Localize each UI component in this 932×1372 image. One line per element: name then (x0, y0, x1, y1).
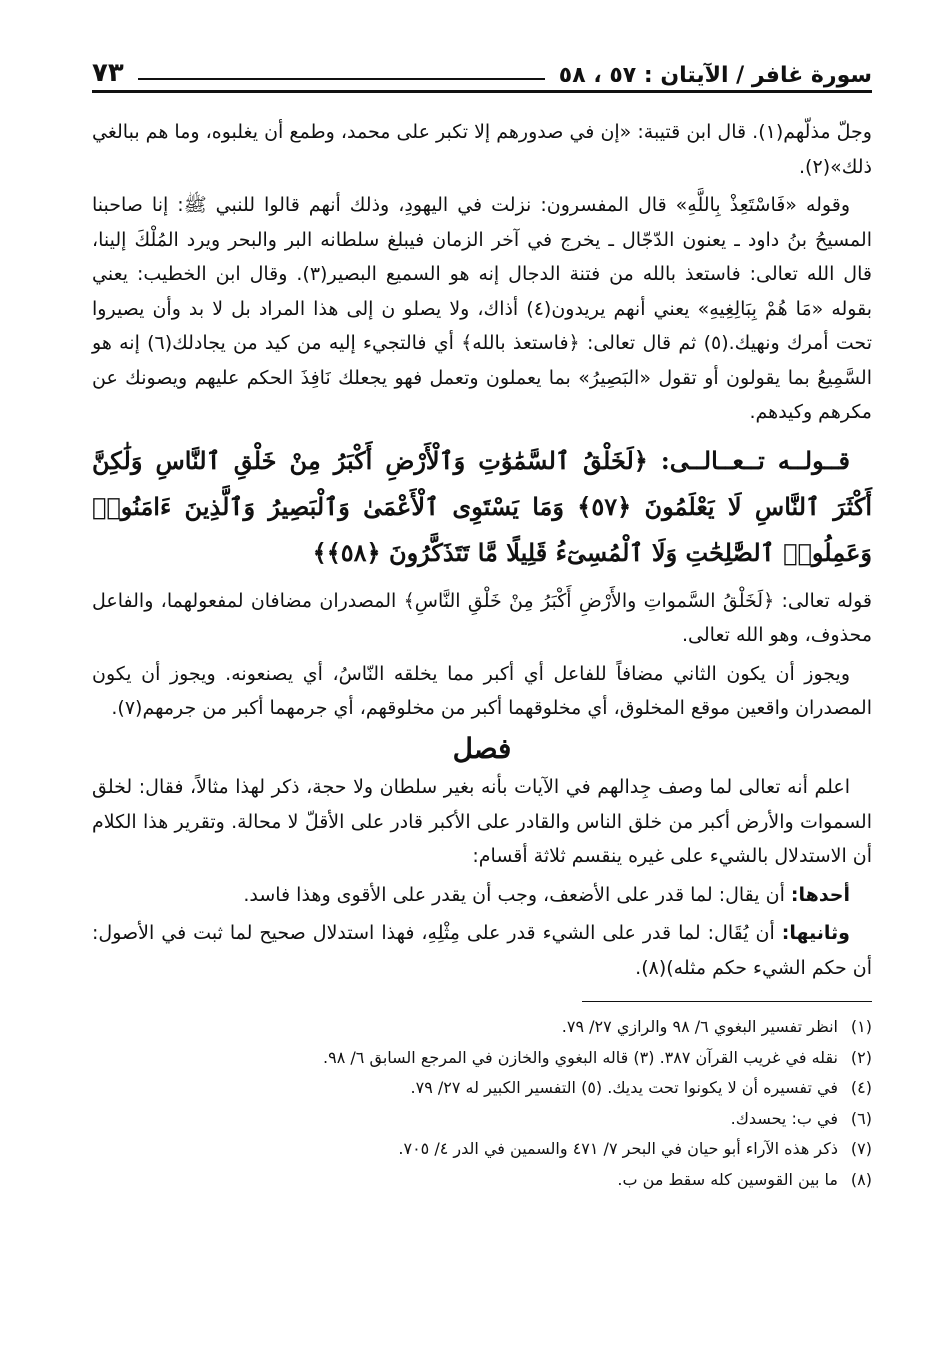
running-title: سورة غافر / الآيتان : ٥٧ ، ٥٨ (558, 63, 872, 88)
section-title: فصل (452, 731, 512, 765)
item-text: أن يُقَال: لما قدر على الشيء قدر على مِثْلِهِ، فهذا استدلال صحيح لما ثبت في الأصول: أن حكم الشيء حكم مثله)(٨). (92, 922, 872, 979)
footnote-text: في ب: يحسدك. (730, 1108, 838, 1128)
list-item (92, 878, 872, 913)
item-label: وثانيها: (781, 922, 850, 944)
page (92, 44, 872, 1195)
footnote-number: (٦) (850, 1108, 872, 1128)
footnote-number: (٧) (850, 1139, 872, 1158)
header-line (138, 78, 545, 80)
quran-verse: قــولــه تــعــالــى: ﴿لَخَلْقُ ٱلسَّمَٰوَٰتِ وَٱلْأَرْضِ أَكْبَرُ مِنْ خَلْقِ ٱلنَّاسِ وَلَٰكِنَّ أَكْثَرَ ٱلنَّاسِ لَا يَعْلَمُونَ ﴿٥٧﴾ وَمَا يَسْتَوِى ٱلْأَعْمَىٰ وَٱلْبَصِيرُ وَٱلَّذِينَ ءَامَنُوا۟ وَعَمِلُوا۟ ٱلصَّٰلِحَٰتِ وَلَا ٱلْمُسِىٓءُ قَلِيلًا مَّا تَتَذَكَّرُونَ ﴿٥٨﴾﴾ (92, 445, 872, 567)
footnote-number: (١) (850, 1017, 872, 1036)
footnote (92, 1165, 872, 1196)
footnotes (92, 1012, 872, 1195)
footnote-text: ذكر هذه الآراء أبو حيان في البحر ٧/ ٤٧١ والسمين في الدر ٤/ ٧٠٥. (398, 1139, 838, 1158)
footnote-separator (582, 1001, 872, 1002)
footnote (92, 1012, 872, 1043)
footnote (92, 1073, 872, 1104)
footnote-text: نقله في غريب القرآن ٣٨٧. (٣) قاله البغوي والخازن في المرجع السابق ٦/ ٩٨. (323, 1047, 838, 1067)
paragraph: اعلم أنه تعالى لما وصف جِدالهم في الآيات بأنه بغير سلطان ولا حجة، ذكر لهذا مثالاً، فقال: لخلق السموات والأرض أكبر من خلق الناس والقادر على الأكبر قادر على الأقلّ لا محالة. وتقرير هذا الكلام أن الاستدلال بالشيء على غيره ينقسم ثلاثة أقسام: (92, 776, 872, 867)
item-label: أحدها: (790, 883, 850, 906)
footnote (92, 1104, 872, 1135)
footnote-number: (٢) (850, 1047, 872, 1067)
footnote-text: ما بين القوسين كله سقط من ب. (617, 1169, 838, 1189)
footnote (92, 1043, 872, 1074)
footnote (92, 1134, 872, 1165)
paragraph: ويجوز أن يكون الثاني مضافاً للفاعل أي أكبر مما يخلقه النّاسُ، أي يصنعونه. ويجوز أن يكون المصدران واقعين موقع المخلوق، أي مخلوقهما أكبر من مخلوقهم، أي جرمهما أكبر من جرمهم(٧). (92, 662, 872, 719)
footnote-text: في تفسيره أن لا يكونوا تحت يديك. (٥) التفسير الكبير له ٢٧/ ٧٩. (410, 1078, 838, 1097)
header-rule (92, 90, 872, 93)
footnote-text: انظر تفسير البغوي ٦/ ٩٨ والرازي ٢٧/ ٧٩. (561, 1017, 838, 1036)
paragraph: قوله تعالى: ﴿لَخَلْقُ السَّمواتِ والأَرْضِ أَكْبَرُ مِنْ خَلْقِ النَّاسِ﴾ المصدران مضافان لمفعولهما، والفاعل محذوف، وهو الله تعالى. (92, 589, 872, 646)
main-text (92, 115, 872, 985)
paragraph: وقوله «فَاسْتَعِذْ بِاللَّهِ» قال المفسرون: نزلت في اليهودِ، وذلك أنهم قالوا للنبي ﷺ: إنا صاحبنا المسيحُ بنُ داود ـ يعنون الدّجّال ـ يخرج في آخر الزمان فيبلغ سلطانه البر والبحر ويرد المُلْكَ إلينا، قال الله تعالى: فاستعذ بالله من فتنة الدجال إنه هو السميع البصير(٣). وقال ابن الخطيب: يعني بقوله «مَا هُمْ بِبَالِغِيهِ» يعني أنهم يريدون(٤) أذاك، ولا يصلو ن إلى هذا المراد بل لا بد وأن يصيروا تحت أمرك ونهيك.(٥) ثم قال تعالى: ﴿فاستعذ بالله﴾ أي فالتجيء إليه من كيد من يجادلك(٦) إنه هو السَّمِيعُ بما يقولون أو تقول «البَصِيرُ» بما يعملون وتعمل فهو يجعلك نَافِذَ الحكم عليهم ويصونك عن مكرهم وكيدهم. (92, 194, 873, 423)
footnote-number: (٨) (850, 1169, 872, 1189)
footnote-number: (٤) (850, 1078, 872, 1097)
item-text: أن يقال: لما قدر على الأضعف، وجب أن يقدر على الأقوى وهذا فاسد. (243, 883, 791, 906)
paragraph: وجلّ مذلّهم(١). قال ابن قتيبة: «إن في صدورهم إلا تكبر على محمد، وطمع أن يغلبوه، وما هم ببالغي ذلك»(٢). (92, 121, 872, 178)
page-header (92, 44, 872, 88)
list-item (92, 916, 872, 985)
page-number: ٧٣ (92, 58, 124, 88)
